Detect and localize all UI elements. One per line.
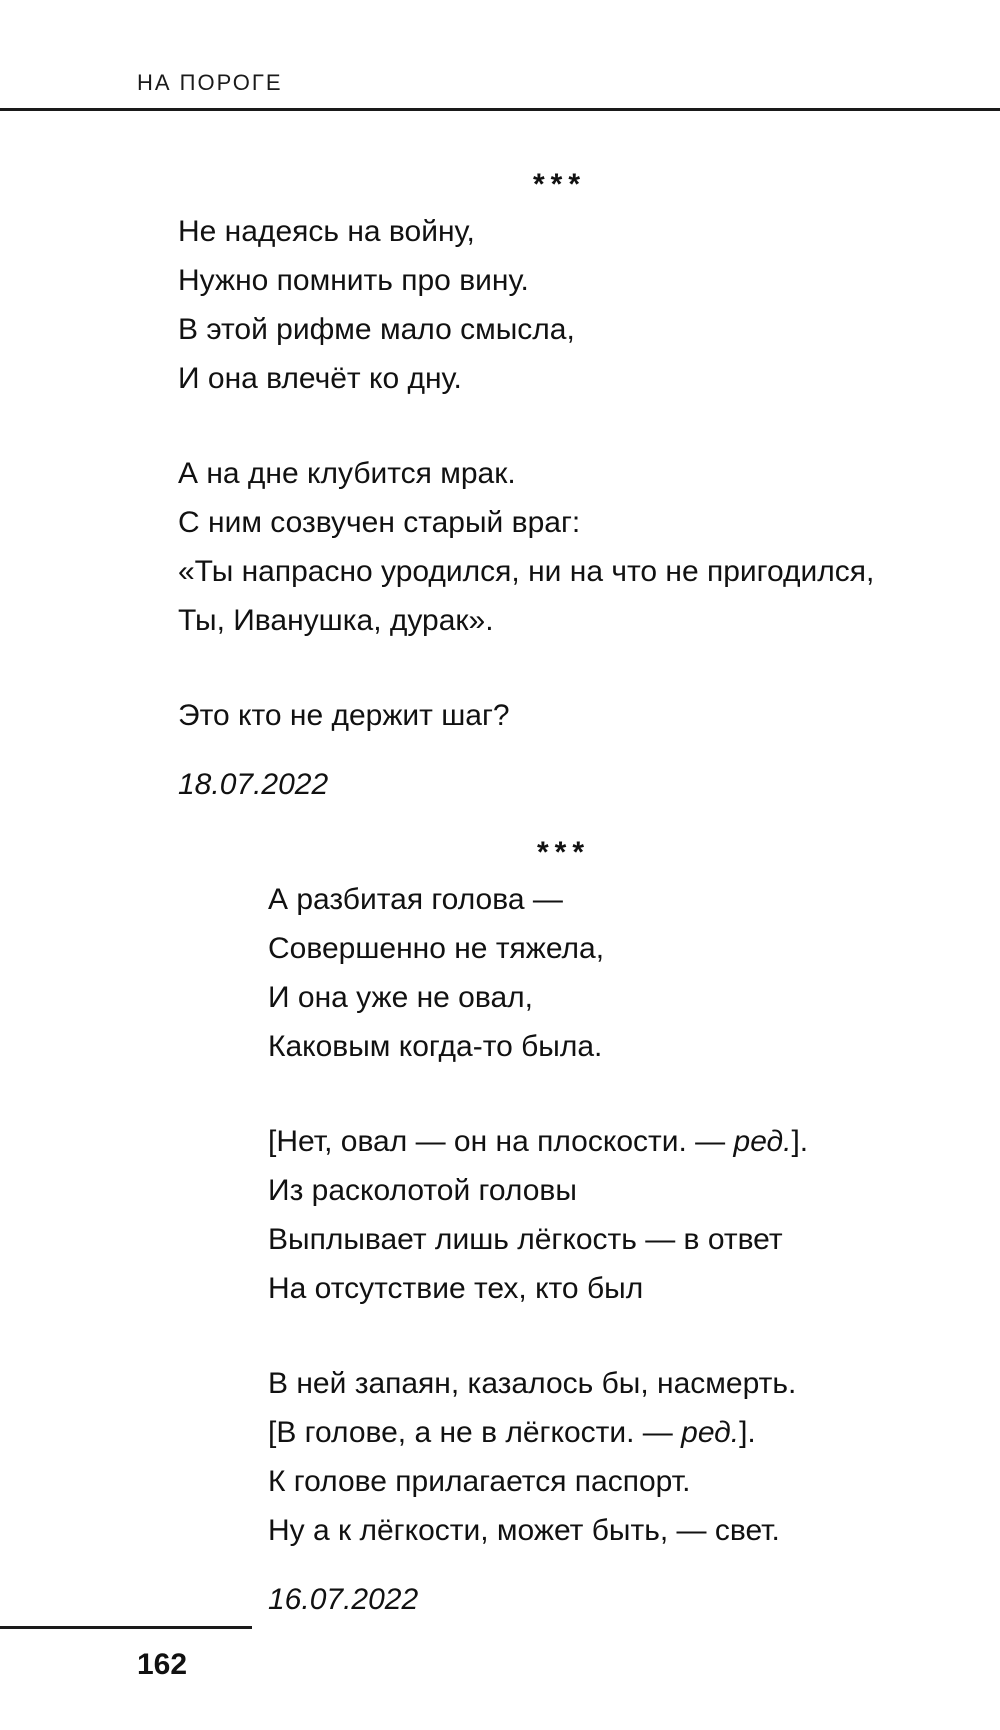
poem-line: Совершенно не тяжела, — [268, 932, 605, 965]
poem-line: К голове прилагается паспорт. — [268, 1465, 691, 1498]
page-number: 162 — [137, 1648, 188, 1681]
editor-note-close: ]. — [791, 1125, 809, 1158]
poem-line — [268, 1408, 808, 1457]
poem-line: Нужно помнить про вину. — [178, 264, 529, 297]
footer-rule — [0, 1626, 252, 1629]
header-rule — [0, 108, 1000, 111]
editor-note-close: ]. — [739, 1416, 756, 1449]
poem-line: На отсутствие тех, кто был — [268, 1272, 644, 1305]
poem-line: В ней запаян, казалось бы, насмерть. — [268, 1367, 797, 1400]
poem-date: 16.07.2022 — [268, 1583, 419, 1616]
poem-line: Ну а к лёгкости, может быть, — свет. — [268, 1514, 780, 1547]
poem-line: В этой рифме мало смысла, — [178, 313, 575, 346]
poem-1 — [178, 207, 874, 802]
stanza — [268, 1117, 808, 1313]
poem-2 — [268, 875, 808, 1617]
poem-line: С ним созвучен старый враг: — [178, 506, 581, 539]
editor-note: ред. — [733, 1125, 792, 1158]
poem-line: «Ты напрасно уродился, ни на что не пригодился, — [178, 555, 875, 588]
stanza — [178, 207, 874, 403]
poem-line-text: [Нет, овал — он на плоскости. — — [268, 1125, 734, 1158]
poem-line: И она уже не овал, — [268, 981, 533, 1014]
poem-line: Ты, Иванушка, дурак». — [178, 604, 494, 637]
poem-line: А на дне клубится мрак. — [178, 457, 516, 490]
poem-line-text: [В голове, а не в лёгкости. — — [268, 1416, 682, 1449]
poem-line: Выплывает лишь лёгкость — в ответ — [268, 1223, 783, 1256]
poem-line: И она влечёт ко дну. — [178, 362, 462, 395]
editor-note: ред. — [681, 1416, 740, 1449]
poem-separator: *** — [537, 836, 591, 869]
poem-line — [268, 1117, 808, 1166]
poem-line: Из расколотой головы — [268, 1174, 577, 1207]
poem-line: А разбитая голова — — [268, 883, 563, 916]
poem-separator: *** — [533, 168, 587, 201]
stanza — [268, 875, 808, 1071]
poem-date: 18.07.2022 — [178, 768, 329, 801]
poem-line: Не надеясь на войну, — [178, 215, 475, 248]
stanza — [178, 449, 874, 645]
stanza — [268, 1359, 808, 1555]
stanza — [178, 691, 874, 740]
poem-line: Каковым когда-то была. — [268, 1030, 603, 1063]
running-head: НА ПОРОГЕ — [137, 70, 283, 95]
poem-line: Это кто не держит шаг? — [178, 699, 510, 732]
